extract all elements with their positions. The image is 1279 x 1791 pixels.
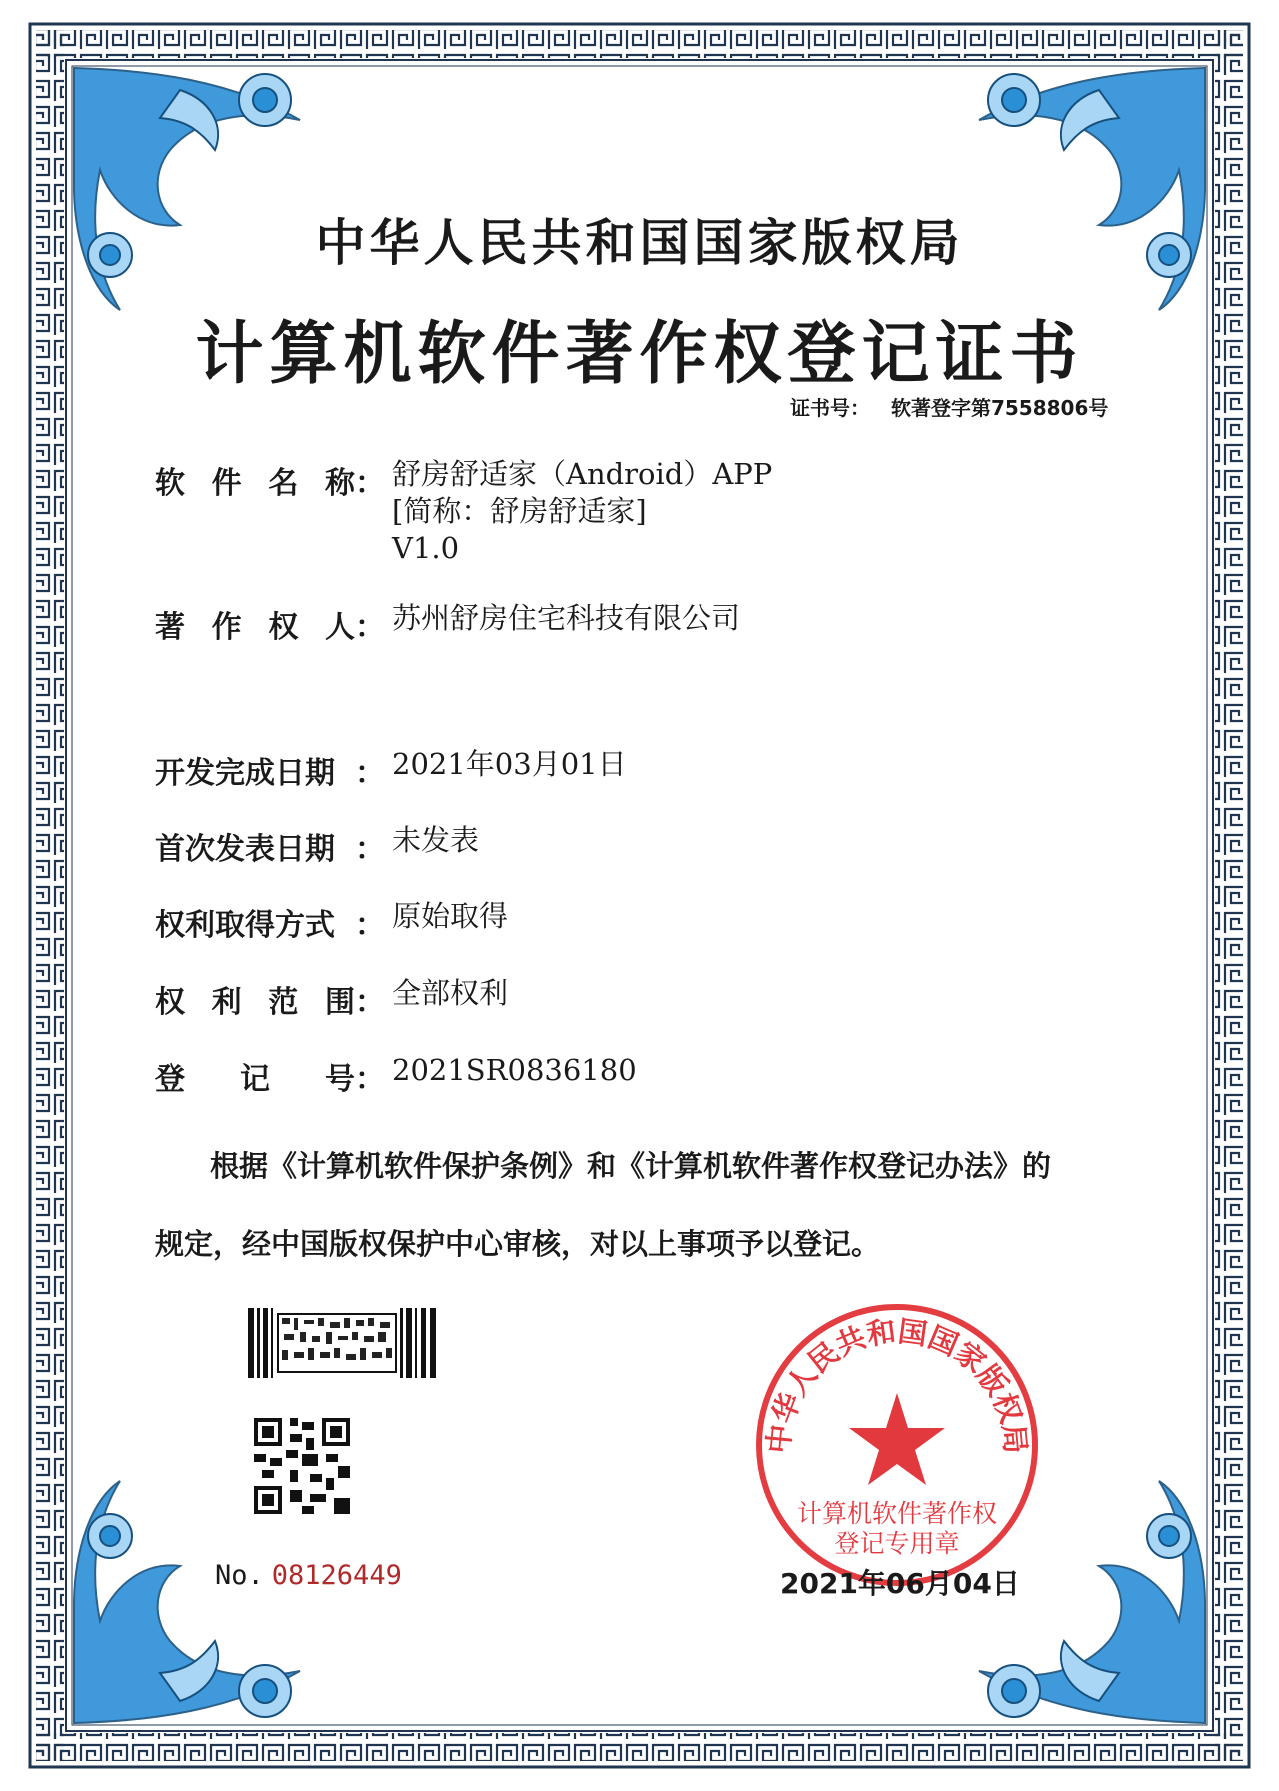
seal-inner-line-1: 计算机软件著作权 [796,1499,998,1528]
star-icon [849,1393,945,1485]
official-seal [752,1300,1042,1590]
issuer-heading: 中华人民共和国国家版权局 [315,213,964,272]
certificate-number-label: 证书号： [790,396,870,420]
statement-line-1: 根据《计算机软件保护条例》和《计算机软件著作权登记办法》的 [210,1149,1052,1183]
copyright-owner-label: 著 作 权 人 ： [155,610,385,645]
first-publication-date-label: 首次发表日期 ： [155,832,385,867]
completion-date-label: 开发完成日期 ： [155,756,385,791]
certificate-number [790,392,1108,421]
statement-line-2: 规定，经中国版权保护中心审核，对以上事项予以登记。 [155,1227,881,1261]
first-publication-date-value: 未发表 [392,823,480,857]
completion-date-value: 2021年03月01日 [392,747,627,781]
issue-date: 2021年06月04日 [780,1567,1020,1600]
seal-inner-line-2: 登记专用章 [834,1529,960,1558]
software-name-label: 软 件 名 称 ： [155,466,385,501]
software-name-value [392,456,772,567]
software-short-name-line: [简称：舒房舒适家] [392,494,647,528]
software-version-line: V1.0 [392,531,460,565]
qr-code [254,1418,350,1514]
acquisition-method-value: 原始取得 [392,899,509,933]
rights-scope-label: 权 利 范 围 ： [155,985,385,1020]
serial-number-value: 08126449 [271,1560,402,1591]
registration-number-label: 登 记 号 ： [155,1062,385,1097]
registration-number-value: 2021SR0836180 [392,1053,637,1087]
barcode [248,1308,436,1378]
copyright-owner-value: 苏州舒房住宅科技有限公司 [392,601,741,635]
software-name-line: 舒房舒适家（Android）APP [392,457,773,491]
serial-number [215,1560,402,1591]
acquisition-method-label: 权利取得方式 ： [155,908,385,943]
seal-ring-text: 中华人民共和国国家版权局 [761,1313,1033,1455]
certificate-number-value: 软著登字第7558806号 [890,396,1109,420]
certificate-title: 计算机软件著作权登记证书 [195,315,1084,394]
rights-scope-value: 全部权利 [392,976,509,1010]
serial-number-label: No. [215,1560,264,1591]
